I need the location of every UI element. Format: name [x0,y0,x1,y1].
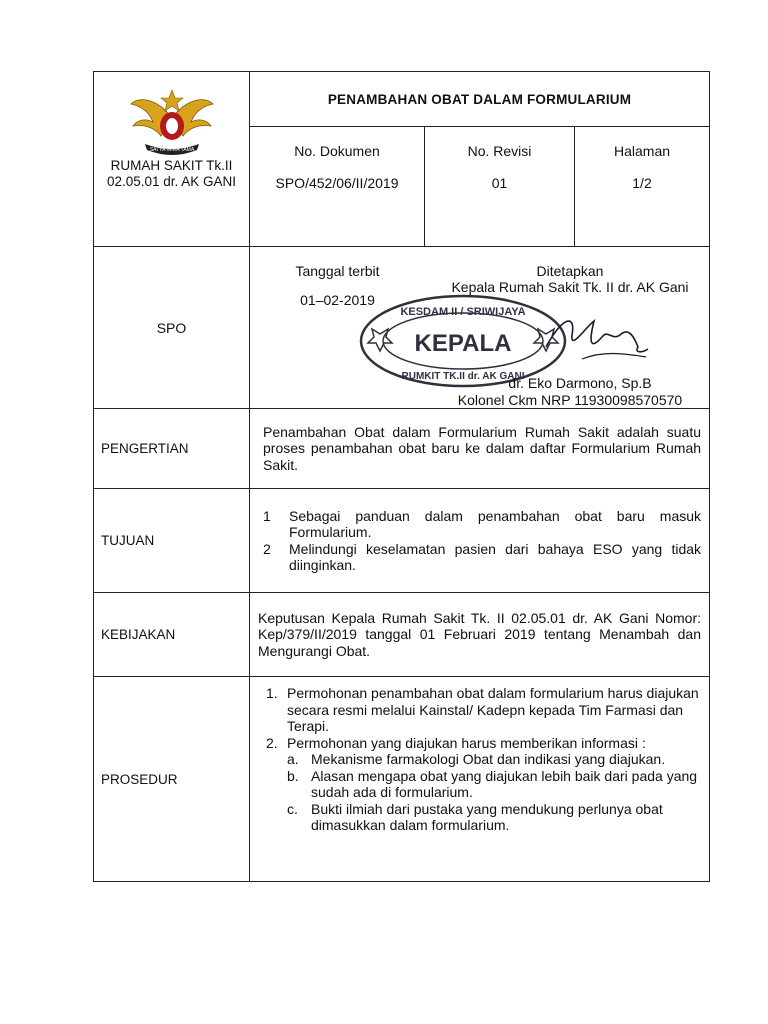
pengertian-label: PENGERTIAN [94,409,250,489]
sub-item-text: Mekanisme farmakologi Obat dan indikasi yang diajukan. [311,751,666,767]
stamp-top-text: KESDAM II / SRIWIJAYA [400,306,526,318]
prosedur-item-number: 1. [266,685,278,701]
tujuan-cell [250,489,710,593]
revision-cell [425,127,575,247]
approval-cell [250,247,710,409]
list-item-number: 1 [263,507,271,524]
list-item-number: 2 [263,540,271,557]
kebijakan-text: Keputusan Kepala Rumah Sakit Tk. II 02.05.01 dr. AK Gani Nomor: Kep/379/II/2019 tanggal 01 Februari 2019 tentang Menambah dan Mengurangi Obat. [250,593,710,677]
doc-number-value: SPO/452/06/II/2019 [275,175,399,191]
list-item [263,508,701,541]
page-value: 1/2 [632,175,652,191]
kebijakan-label: KEBIJAKAN [94,593,250,677]
list-item-text: Melindungi keselamatan pasien dari bahaya ESO yang tidak diinginkan. [289,540,702,573]
logo-motto: SATYA WIRA TAMA [149,147,194,153]
page-label: Halaman [613,143,671,159]
revision-value: 01 [491,175,508,191]
issued-date-label: Tanggal terbit [295,263,380,279]
hospital-logo [127,78,217,158]
signer-name: dr. Eko Darmono, Sp.B [508,375,652,391]
hospital-name-line2: 02.05.01 dr. AK GANI [106,174,237,189]
prosedur-item-1 [266,685,701,735]
set-label: Ditetapkan [536,263,604,279]
prosedur-label: PROSEDUR [94,677,250,882]
page-cell [575,127,710,247]
prosedur-cell [250,677,710,882]
hospital-cell [94,72,250,247]
signer-rank: Kolonel Ckm NRP 11930098570570 [457,392,683,408]
document-title: PENAMBAHAN OBAT DALAM FORMULARIUM [250,72,710,127]
prosedur-item-text: Permohonan yang diajukan harus memberikan informasi : [287,734,646,751]
prosedur-item-2 [266,735,701,752]
doc-number-label: No. Dokumen [294,143,380,159]
tujuan-label: TUJUAN [94,489,250,593]
prosedur-sub-b [266,768,701,801]
set-by: Kepala Rumah Sakit Tk. II dr. AK Gani [451,279,689,295]
stamp-center-text: KEPALA [414,330,512,357]
sub-item-letter: a. [287,751,299,767]
list-item-text: Sebagai panduan dalam penambahan obat baru masuk Formularium. [289,507,702,540]
prosedur-item-number: 2. [266,734,278,751]
spo-document-table [93,71,710,882]
prosedur-sub-a [266,751,701,768]
sub-item-letter: b. [287,767,299,784]
sub-item-text: Bukti ilmiah dari pustaka yang mendukung perlunya obat dimasukkan dalam formularium. [311,800,663,833]
doc-number-cell [250,127,425,247]
list-item [263,541,701,574]
sub-item-text: Alasan mengapa obat yang diajukan lebih baik dari pada yang sudah ada di formularium. [311,767,698,800]
stamp-bottom-text: RUMKIT TK.II dr. AK GANI [401,371,525,382]
pengertian-text: Penambahan Obat dalam Formularium Rumah Sakit adalah suatu proses penambahan obat baru ke dalam daftar Formularium Rumah Sakit. [250,409,710,489]
signature [542,307,652,367]
prosedur-sub-c [266,801,701,834]
sub-item-letter: c. [287,800,298,817]
revision-label: No. Revisi [467,143,532,159]
hospital-name-line1: RUMAH SAKIT Tk.II [110,158,233,173]
prosedur-item-text: Permohonan penambahan obat dalam formularium harus diajukan secara resmi melalui Kainstal/ Kadepn kepada Tim Farmasi dan Terapi. [287,685,699,734]
spo-label: SPO [94,247,250,409]
issued-date-value: 01–02-2019 [300,292,375,308]
